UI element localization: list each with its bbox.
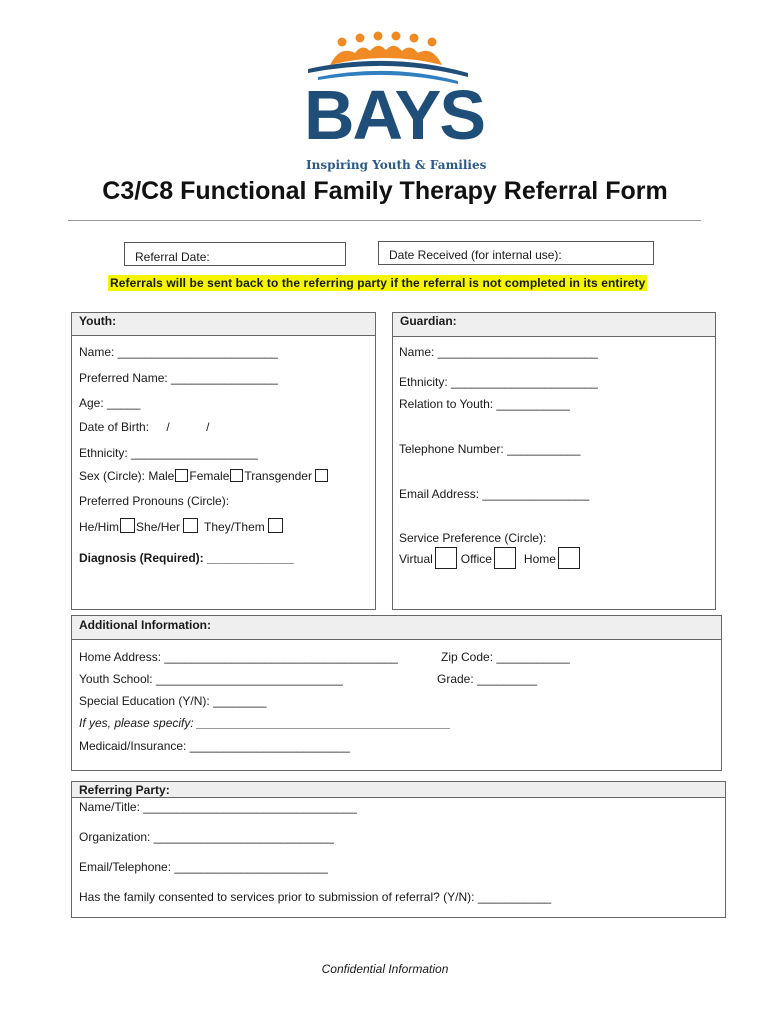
they-label: They/Them — [204, 520, 265, 534]
office-checkbox[interactable] — [494, 547, 516, 569]
youth-header: Youth: — [72, 313, 375, 336]
guardian-telephone-field[interactable]: Telephone Number: ___________ — [399, 442, 581, 456]
date-received-label: Date Received (for internal use): — [389, 248, 562, 262]
guardian-relation-field[interactable]: Relation to Youth: ___________ — [399, 397, 570, 411]
dob-sep-2: / — [206, 420, 210, 434]
youth-name-field[interactable]: Name: ________________________ — [79, 345, 278, 359]
service-preference-row — [399, 547, 582, 569]
referral-date-field[interactable] — [124, 242, 346, 266]
they-checkbox[interactable] — [268, 518, 283, 533]
people-figures-icon — [330, 32, 442, 66]
guardian-header: Guardian: — [393, 313, 715, 337]
male-checkbox[interactable] — [175, 469, 188, 482]
guardian-name-field[interactable]: Name: ________________________ — [399, 345, 598, 359]
guardian-ethnicity-field[interactable]: Ethnicity: ______________________ — [399, 375, 598, 389]
home-label: Home — [523, 552, 556, 566]
dob-sep-1: / — [166, 420, 170, 434]
confidential-footer: Confidential Information — [321, 962, 449, 976]
virtual-label: Virtual — [399, 552, 433, 566]
transgender-label: Transgender — [244, 469, 312, 483]
brand-wordmark: BAYS — [304, 76, 485, 154]
pronouns-label: Preferred Pronouns (Circle): — [79, 494, 230, 508]
medicaid-field[interactable]: Medicaid/Insurance: ________________________ — [79, 739, 350, 753]
sex-label: Sex (Circle): Male — [79, 469, 175, 483]
additional-info-header: Additional Information: — [72, 616, 721, 640]
page-title: C3/C8 Functional Family Therapy Referral Form — [102, 177, 668, 205]
service-preference-label: Service Preference (Circle): — [399, 531, 547, 545]
specify-field[interactable]: If yes, please specify: ______________________________________ — [79, 716, 451, 730]
youth-sex-row — [79, 469, 329, 483]
he-label: He/Him — [79, 520, 120, 534]
she-label: She/Her — [136, 520, 181, 534]
organization-field[interactable]: Organization: ___________________________ — [79, 830, 334, 844]
brand-tagline: Inspiring Youth & Families — [306, 158, 487, 172]
special-education-field[interactable]: Special Education (Y/N): ________ — [79, 694, 267, 708]
grade-field[interactable]: Grade: _________ — [437, 672, 538, 686]
zip-code-field[interactable]: Zip Code: ___________ — [441, 650, 570, 664]
youth-dob-field[interactable] — [79, 420, 209, 434]
dob-label: Date of Birth: — [79, 420, 150, 434]
he-checkbox[interactable] — [120, 518, 135, 533]
she-checkbox[interactable] — [183, 518, 198, 533]
youth-ethnicity-field[interactable]: Ethnicity: ___________________ — [79, 446, 258, 460]
home-address-field[interactable]: Home Address: ___________________________________ — [79, 650, 398, 664]
pronouns-row — [79, 518, 284, 534]
referrer-name-title-field[interactable]: Name/Title: ________________________________ — [79, 800, 357, 814]
title-divider — [68, 220, 701, 221]
virtual-checkbox[interactable] — [435, 547, 457, 569]
date-received-field[interactable] — [378, 241, 654, 265]
referral-notice: Referrals will be sent back to the referring party if the referral is not completed in its entirety — [110, 276, 646, 290]
transgender-checkbox[interactable] — [315, 469, 328, 482]
office-label: Office — [460, 552, 492, 566]
female-label: Female — [189, 469, 230, 483]
referral-date-label: Referral Date: — [135, 250, 210, 264]
email-telephone-field[interactable]: Email/Telephone: _______________________ — [79, 860, 328, 874]
youth-age-field[interactable]: Age: _____ — [79, 396, 141, 410]
diagnosis-field[interactable]: Diagnosis (Required): _____________ — [79, 551, 294, 565]
referring-party-header: Referring Party: — [72, 782, 725, 798]
home-checkbox[interactable] — [558, 547, 580, 569]
youth-school-field[interactable]: Youth School: ____________________________ — [79, 672, 343, 686]
consent-field[interactable]: Has the family consented to services prior to submission of referral? (Y/N): ___________ — [79, 890, 552, 904]
female-checkbox[interactable] — [230, 469, 243, 482]
youth-preferred-name-field[interactable]: Preferred Name: ________________ — [79, 371, 278, 385]
guardian-email-field[interactable]: Email Address: ________________ — [399, 487, 590, 501]
